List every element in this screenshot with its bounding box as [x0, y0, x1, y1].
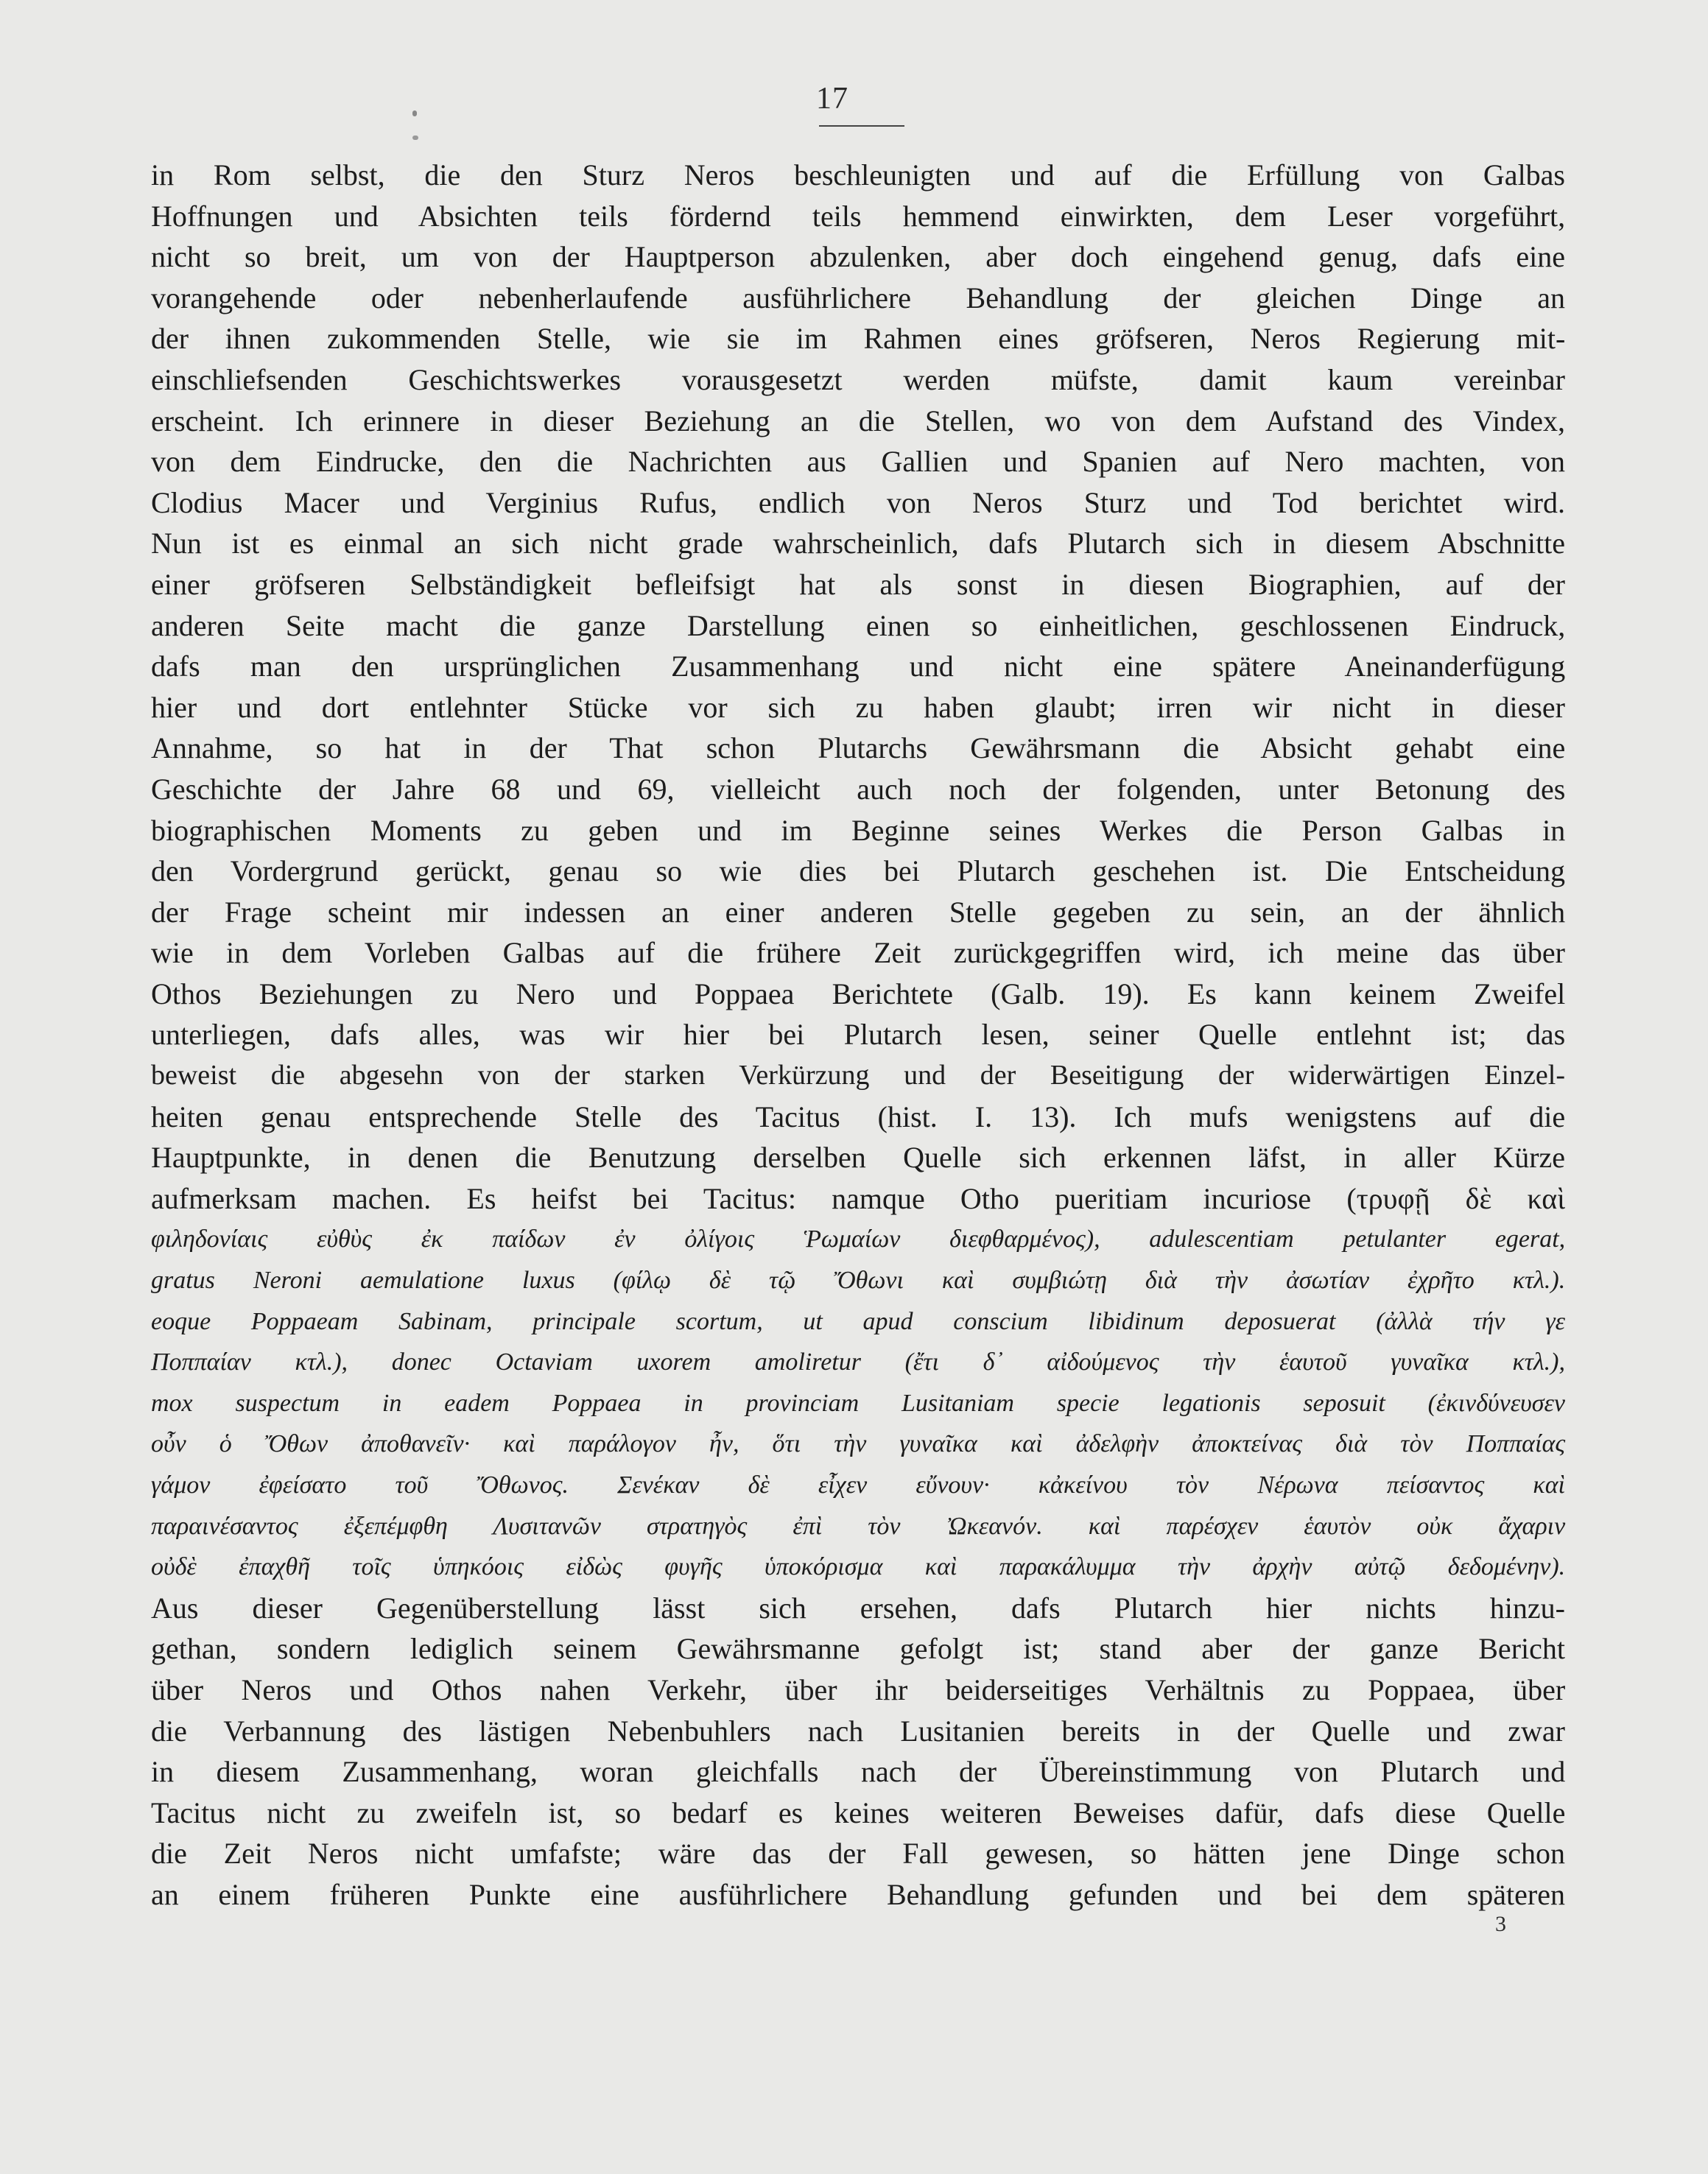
page-number-rule	[819, 125, 904, 127]
text-line: der ihnen zukommenden Stelle, wie sie im Rahmen eines gröfseren, Neros Regierung mit-	[151, 322, 1566, 356]
quote-line: οὖν ὁ Ὄθων ἀποθανεῖν· καὶ παράλογον ἦν, ὅτι τὴν γυναῖκα καὶ ἀδελφὴν ἀποκτείνας διὰ τὸν Ποππαίας	[151, 1430, 1566, 1458]
text-line: anderen Seite macht die ganze Darstellung einen so einheitlichen, geschlossenen Eindruck,	[151, 608, 1566, 642]
text-line: beweist die abgesehn von der starken Verkürzung und der Beseitigung der widerwärtigen Einzel-	[151, 1060, 1565, 1091]
quote-line: παραινέσαντος ἐξεπέμφθη Λυσιτανῶν στρατηγὸς ἐπὶ τὸν Ὠκεανόν. καὶ παρέσχεν ἑαυτὸν οὐκ ἄχαριν	[151, 1512, 1566, 1540]
text-line: einschliefsenden Geschichtswerkes vorausgesetzt werden müfste, damit kaum vereinbar	[151, 362, 1565, 396]
text-line: gethan, sondern lediglich seinem Gewährsmanne gefolgt ist; stand aber der ganze Bericht	[151, 1632, 1565, 1666]
text-line: dafs man den ursprünglichen Zusammenhang und nicht eine spätere Aneinanderfügung	[151, 650, 1566, 683]
text-line: die Verbannung des lästigen Nebenbuhlers nach Lusitanien bereits in der Quelle und zwar	[151, 1714, 1565, 1748]
text-line: Othos Beziehungen zu Nero und Poppaea Berichtete (Galb. 19). Es kann keinem Zweifel	[151, 977, 1566, 1010]
text-line: die Zeit Neros nicht umfafste; wäre das der Fall gewesen, so hätten jene Dinge schon	[151, 1837, 1565, 1871]
quote-line: φιληδονίαις εὐθὺς ἐκ παίδων ἐν ὀλίγοις Ῥωμαίων διεφθαρμένος), adulescentiam petulanter egerat,	[151, 1225, 1566, 1253]
text-line: von dem Eindrucke, den die Nachrichten aus Gallien und Spanien auf Nero machten, von	[151, 445, 1565, 479]
text-line: in diesem Zusammenhang, woran gleichfalls nach der Übereinstimmung von Plutarch und	[151, 1755, 1566, 1789]
text-line: heiten genau entsprechende Stelle des Tacitus (hist. I. 13). Ich mufs wenigstens auf die	[151, 1100, 1566, 1133]
body-text	[151, 155, 1565, 1916]
quote-line: οὐδὲ ἐπαχθῆ τοῖς ὑπηκόοις εἰδὼς φυγῆς ὑποκόρισμα καὶ παρακάλυμμα τὴν ἀρχὴν αὐτῷ δεδομένην).	[151, 1553, 1566, 1581]
text-line: unterliegen, dafs alles, was wir hier bei Plutarch lesen, seiner Quelle entlehnt ist; das	[151, 1018, 1566, 1052]
text-line: einer gröfseren Selbständigkeit befleifsigt hat als sonst in diesen Biographien, auf der	[151, 567, 1565, 601]
text-line: biographischen Moments zu geben und im Beginne seines Werkes die Person Galbas in	[151, 813, 1566, 847]
signature-mark: 3	[1495, 1912, 1506, 1936]
text-line: über Neros und Othos nahen Verkehr, über ihr beiderseitiges Verhältnis zu Poppaea, über	[151, 1672, 1566, 1706]
text-line: der Frage scheint mir indessen an einer anderen Stelle gegeben zu sein, an der ähnlich	[151, 895, 1566, 929]
text-line: Geschichte der Jahre 68 und 69, vielleicht auch noch der folgenden, unter Betonung des	[151, 772, 1566, 806]
text-line: Clodius Macer und Verginius Rufus, endlich von Neros Sturz und Tod berichtet wird.	[151, 485, 1565, 519]
text-line: Hauptpunkte, in denen die Benutzung derselben Quelle sich erkennen läfst, in aller Kürze	[151, 1141, 1566, 1175]
text-line: nicht so breit, um von der Hauptperson abzulenken, aber doch eingehend genug, dafs eine	[151, 240, 1565, 274]
quote-line: gratus Neroni aemulatione luxus (φίλῳ δὲ τῷ Ὄθωνι καὶ συμβιώτῃ διὰ τὴν ἀσωτίαν ἐχρῆτο κτλ.).	[151, 1267, 1566, 1295]
text-line: Hoffnungen und Absichten teils fördernd teils hemmend einwirkten, dem Leser vorgeführt,	[151, 199, 1566, 233]
text-line: vorangehende oder nebenherlaufende ausführlichere Behandlung der gleichen Dinge an	[151, 281, 1565, 314]
text-line: an einem früheren Punkte eine ausführlichere Behandlung gefunden und bei dem späteren	[151, 1877, 1565, 1911]
text-line: aufmerksam machen. Es heifst bei Tacitus: namque Otho pueritiam incuriose (τρυφῇ δὲ καὶ	[151, 1181, 1565, 1215]
text-line: in Rom selbst, die den Sturz Neros beschleunigten und auf die Erfüllung von Galbas	[151, 158, 1565, 191]
print-speck	[412, 136, 418, 140]
text-line: erscheint. Ich erinnere in dieser Beziehung an die Stellen, wo von dem Aufstand des Vindex,	[151, 404, 1565, 437]
quote-line: γάμον ἐφείσατο τοῦ Ὄθωνος. Σενέκαν δὲ εἶχεν εὔνουν· κἀκείνου τὸν Νέρωνα πείσαντος καὶ	[151, 1471, 1565, 1499]
quote-line: Ποππαίαν κτλ.), donec Octaviam uxorem amoliretur (ἔτι δ᾽ αἰδούμενος τὴν ἑαυτοῦ γυναῖκα κτλ.),	[151, 1348, 1565, 1376]
page-number: 17	[816, 82, 848, 116]
text-line: Aus dieser Gegenüberstellung lässt sich ersehen, dafs Plutarch hier nichts hinzu-	[151, 1591, 1565, 1625]
quote-line: eoque Poppaeam Sabinam, principale scortum, ut apud conscium libidinum deposuerat (ἀλλὰ τήν γε	[151, 1307, 1565, 1335]
quote-line: mox suspectum in eadem Poppaea in provinciam Lusitaniam specie legationis seposuit (ἐκινδύνευσεν	[151, 1389, 1565, 1417]
text-line: den Vordergrund gerückt, genau so wie dies bei Plutarch geschehen ist. Die Entscheidung	[151, 854, 1565, 888]
text-line: Nun ist es einmal an sich nicht grade wahrscheinlich, dafs Plutarch sich in diesem Abschnitte	[151, 527, 1565, 560]
text-line: hier und dort entlehnter Stücke vor sich zu haben glaubt; irren wir nicht in dieser	[151, 690, 1565, 724]
text-line: Tacitus nicht zu zweifeln ist, so bedarf es keines weiteren Beweises dafür, dafs diese Quelle	[151, 1795, 1566, 1829]
print-speck	[412, 110, 417, 116]
text-line: Annahme, so hat in der That schon Plutarchs Gewährsmann die Absicht gehabt eine	[151, 731, 1566, 765]
text-line: wie in dem Vorleben Galbas auf die frühere Zeit zurückgegriffen wird, ich meine das über	[151, 936, 1565, 970]
